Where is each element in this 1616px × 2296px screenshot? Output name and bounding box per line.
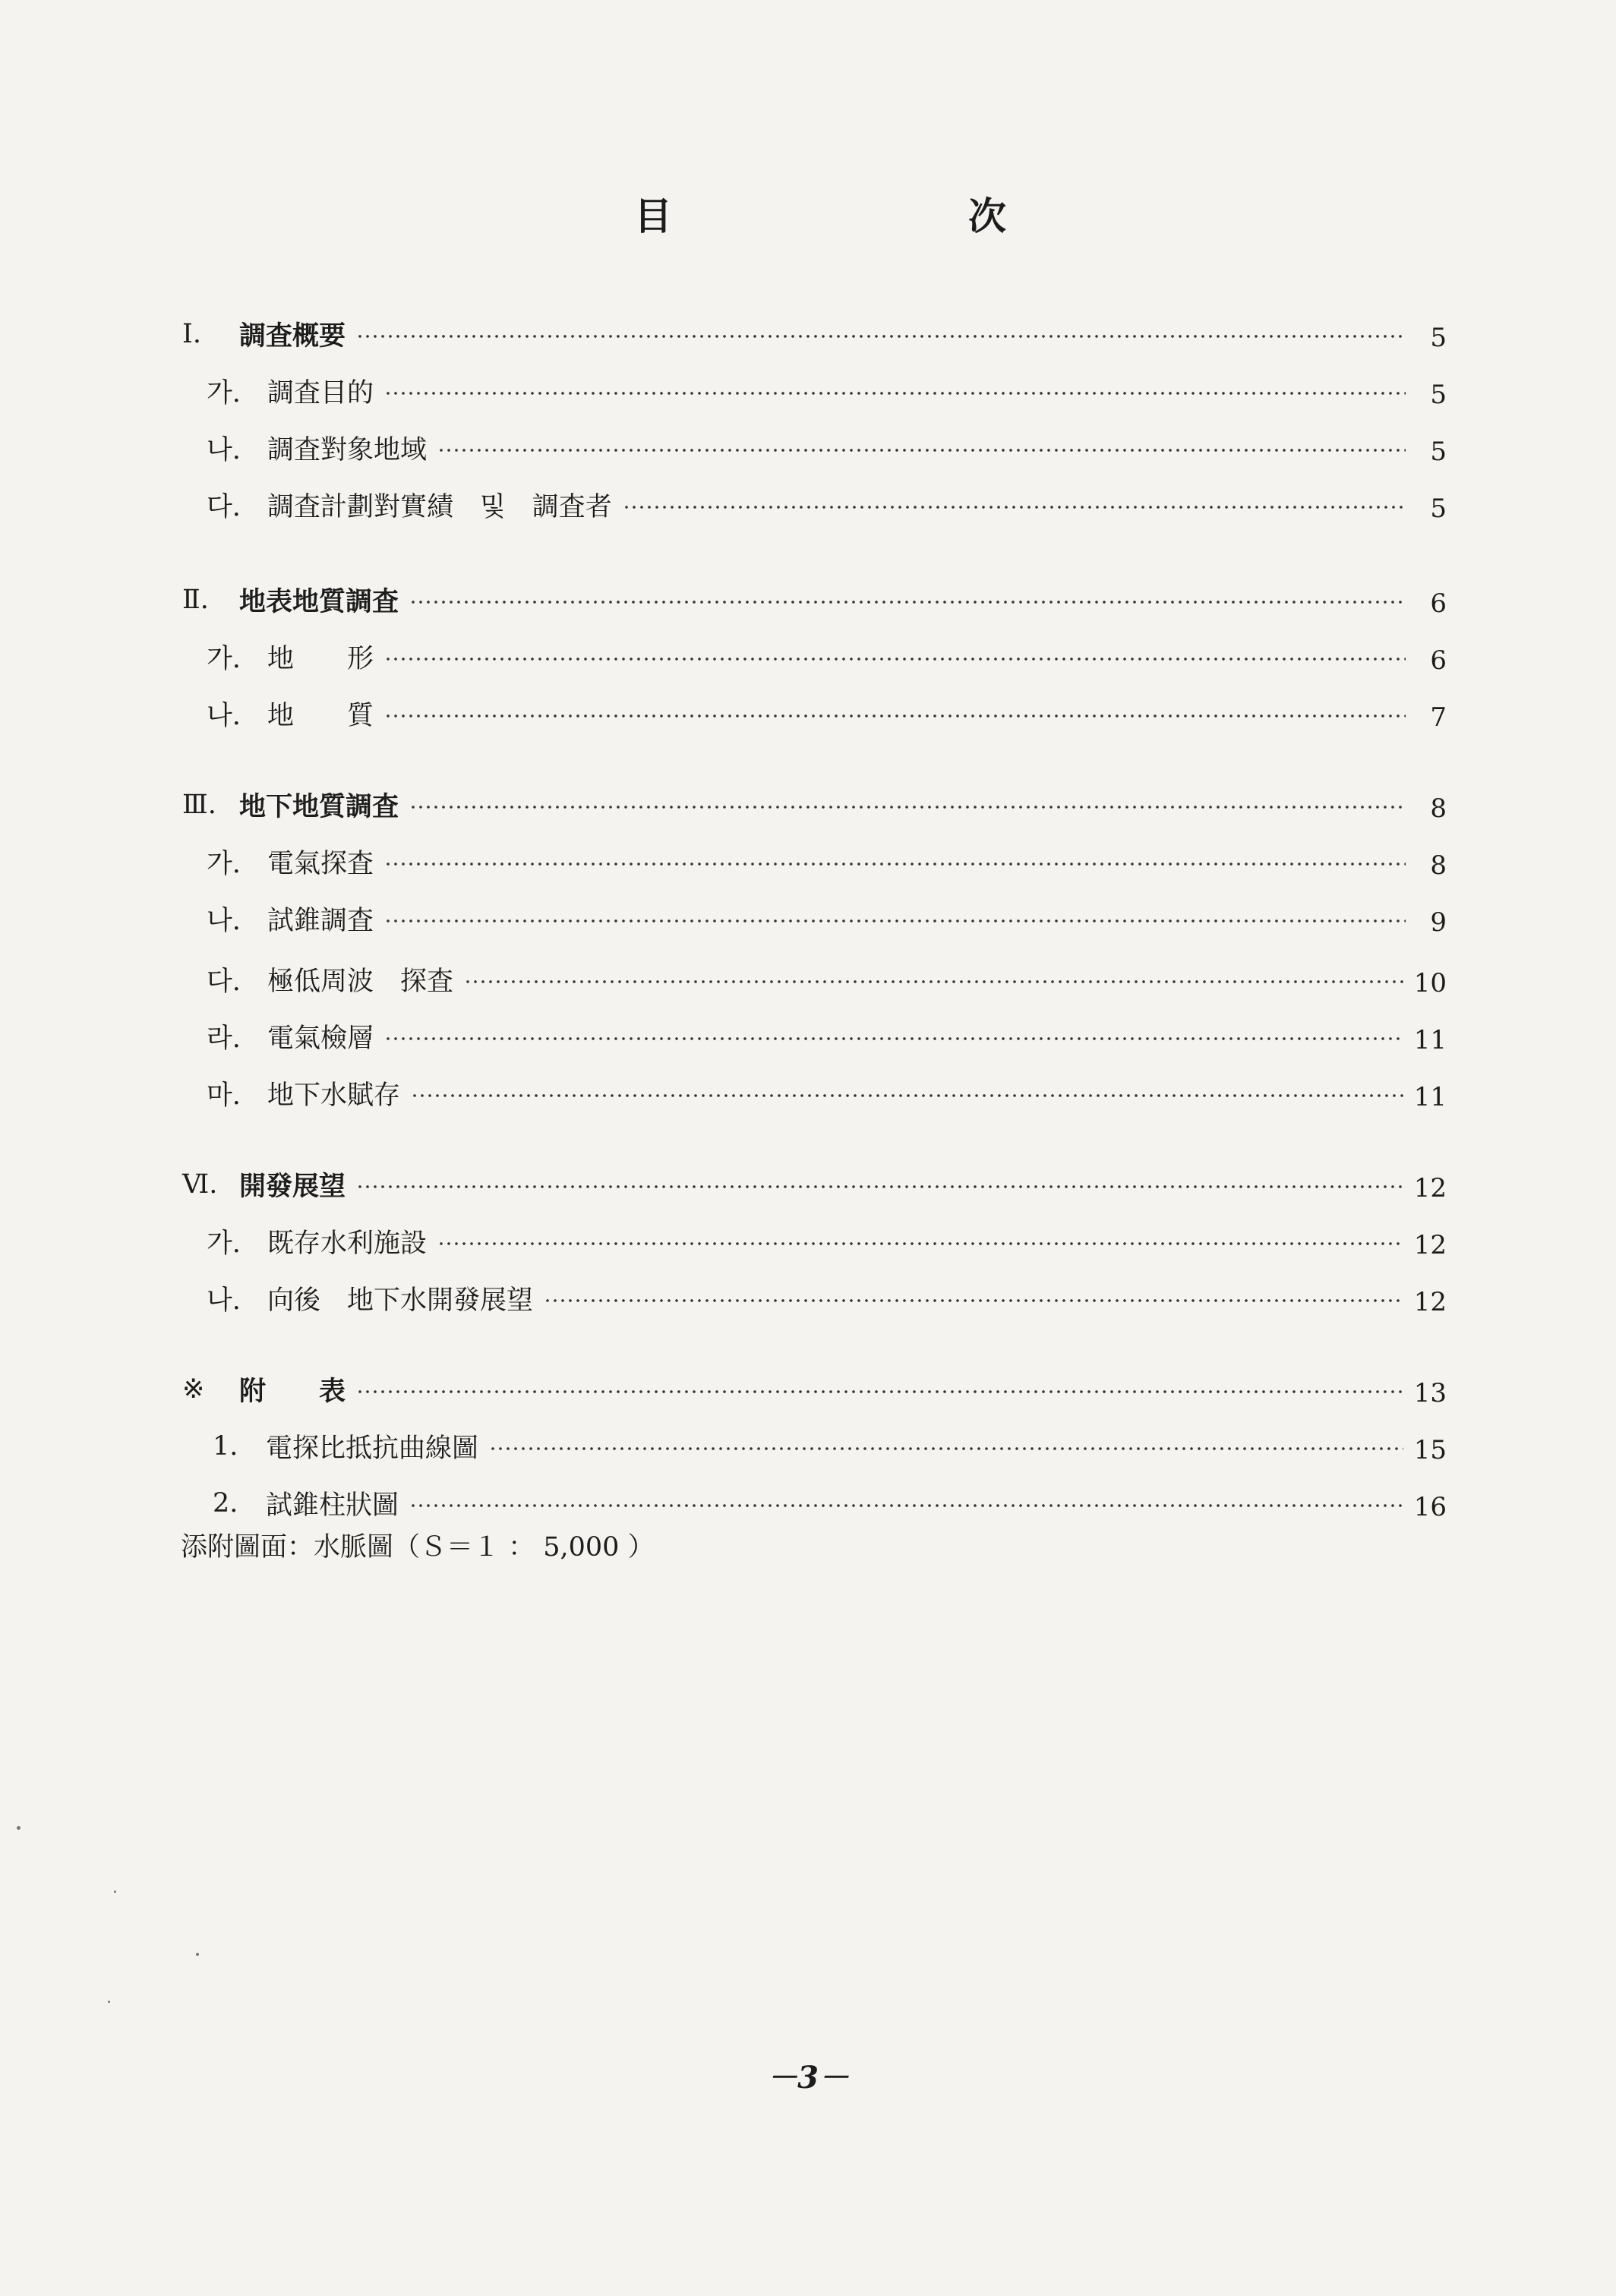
toc-entry: [207, 482, 1447, 528]
toc-entry-page: 5: [1430, 323, 1447, 353]
toc-entry: [207, 896, 1447, 941]
dot-leader: [384, 1037, 1403, 1040]
toc-entry-page: 12: [1413, 1230, 1447, 1260]
dot-leader: [409, 601, 1406, 604]
toc-entry: [213, 1424, 1447, 1469]
scan-speck: [17, 1826, 21, 1830]
dot-leader: [437, 449, 1406, 452]
toc-entry-page: 13: [1413, 1378, 1447, 1408]
toc-entry-label: 地下地質調査: [239, 792, 399, 822]
toc-entry: [182, 1367, 1447, 1412]
toc-entry-label: 調査對象地域: [267, 435, 428, 465]
toc-entry-number: 가.: [207, 849, 241, 879]
toc-entry-label: 地表地質調査: [239, 587, 399, 617]
toc-entry-page: 11: [1413, 1082, 1447, 1112]
toc-entry-number: 2.: [213, 1488, 238, 1519]
toc-entry-number: 나.: [207, 906, 241, 936]
toc-entry-page: 11: [1413, 1025, 1447, 1055]
dot-leader: [464, 980, 1403, 983]
toc-entry-number: 가.: [207, 1228, 241, 1259]
toc-entry: [182, 311, 1447, 357]
toc-entry-page: 6: [1430, 588, 1447, 619]
dot-leader: [489, 1447, 1403, 1450]
toc-entry-number: 마.: [207, 1080, 241, 1111]
toc-entry-label: 地 質: [267, 701, 374, 731]
toc-entry-page: 8: [1430, 850, 1447, 881]
dot-leader: [384, 714, 1406, 718]
toc-entry: [207, 368, 1447, 414]
toc-entry-label: 極低周波 探査: [267, 967, 454, 997]
dot-leader: [409, 806, 1406, 809]
toc-entry-number: 나.: [207, 435, 241, 465]
scan-speck: [108, 2001, 110, 2003]
toc-entry-label: 開發展望: [239, 1172, 346, 1202]
page-title: [0, 186, 1616, 247]
toc-entry: [207, 1219, 1447, 1264]
scan-speck: [114, 1891, 116, 1893]
toc-entry-page: 16: [1413, 1492, 1447, 1522]
toc-entry-page: 15: [1413, 1435, 1447, 1465]
page-title-left: 目: [634, 194, 672, 238]
toc-entry: [207, 839, 1447, 885]
dot-leader: [356, 335, 1406, 338]
toc-entry-number: 다.: [207, 492, 241, 522]
toc-entry-number: 가.: [207, 644, 241, 674]
toc-entry: [213, 1481, 1447, 1526]
toc-entry-page: 7: [1430, 702, 1447, 733]
toc-entry-page: 5: [1430, 437, 1447, 467]
page-title-right: 次: [968, 194, 1006, 238]
toc-entry-label: 附 表: [239, 1377, 346, 1407]
scan-speck: [196, 1953, 199, 1956]
dot-leader: [356, 1390, 1403, 1393]
toc-entry-page: 5: [1430, 380, 1447, 410]
toc-entry-page: 5: [1430, 494, 1447, 524]
toc-entry-page: 6: [1430, 645, 1447, 676]
dot-leader: [437, 1242, 1403, 1245]
dot-leader: [384, 658, 1406, 661]
toc-entry-page: 12: [1413, 1173, 1447, 1203]
toc-entry-number: Ⅲ.: [182, 790, 216, 820]
dot-leader: [384, 919, 1406, 922]
toc-entry-label: 地 形: [267, 644, 374, 674]
dot-leader: [623, 506, 1406, 509]
dot-leader: [409, 1504, 1403, 1507]
toc-entry-label: 調査計劃對實績 및 調査者: [267, 492, 612, 522]
dot-leader: [356, 1185, 1403, 1188]
toc-entry: [207, 1071, 1447, 1116]
toc-entry-label: 既存水利施設: [267, 1228, 428, 1259]
toc-entry: [207, 1276, 1447, 1321]
toc-entry-number: Ⅵ.: [182, 1169, 218, 1200]
toc-entry-number: 나.: [207, 1285, 241, 1316]
toc-entry: [182, 577, 1447, 623]
toc-entry: [182, 1162, 1447, 1207]
toc-entry-number: ※: [182, 1374, 205, 1405]
dot-leader: [384, 392, 1406, 395]
toc-entry-page: 12: [1413, 1287, 1447, 1317]
attached-drawing-note: 添附圖面：水脈圖（Ｓ＝１ ： 5,000 ）: [181, 1532, 655, 1563]
toc-entry-number: 가.: [207, 378, 241, 408]
toc-entry: [207, 1014, 1447, 1059]
toc-entry-page: 10: [1413, 968, 1447, 998]
toc-entry: [207, 425, 1447, 471]
toc-entry-label: 調査概要: [239, 321, 346, 352]
dot-leader: [544, 1299, 1403, 1302]
toc-entry: [207, 634, 1447, 680]
toc-entry-label: 向後 地下水開發展望: [267, 1285, 534, 1316]
toc-entry-number: 1.: [213, 1431, 238, 1462]
toc-entry-number: Ⅱ.: [182, 585, 209, 615]
toc-entry: [207, 957, 1447, 1002]
toc-entry-label: 電氣檢層: [267, 1023, 374, 1054]
page-number: －3－: [767, 2060, 849, 2096]
toc-entry-number: 다.: [207, 967, 241, 997]
toc-entry-number: Ⅰ.: [182, 319, 201, 349]
toc-entry-number: 나.: [207, 701, 241, 731]
toc-entry-page: 9: [1430, 907, 1447, 938]
toc-entry-number: 라.: [207, 1023, 241, 1054]
toc-entry-label: 電探比抵抗曲線圖: [266, 1433, 479, 1464]
toc-entry: [182, 782, 1447, 828]
toc-entry-label: 調査目的: [267, 378, 374, 408]
toc-entry-label: 電氣探査: [267, 849, 374, 879]
toc-entry-label: 試錐柱狀圖: [266, 1490, 399, 1521]
dot-leader: [384, 863, 1406, 866]
dot-leader: [411, 1094, 1403, 1097]
toc-entry-label: 試錐調査: [267, 906, 374, 936]
toc-entry-label: 地下水賦存: [267, 1080, 401, 1111]
toc-entry-page: 8: [1430, 793, 1447, 824]
toc-entry: [207, 691, 1447, 736]
